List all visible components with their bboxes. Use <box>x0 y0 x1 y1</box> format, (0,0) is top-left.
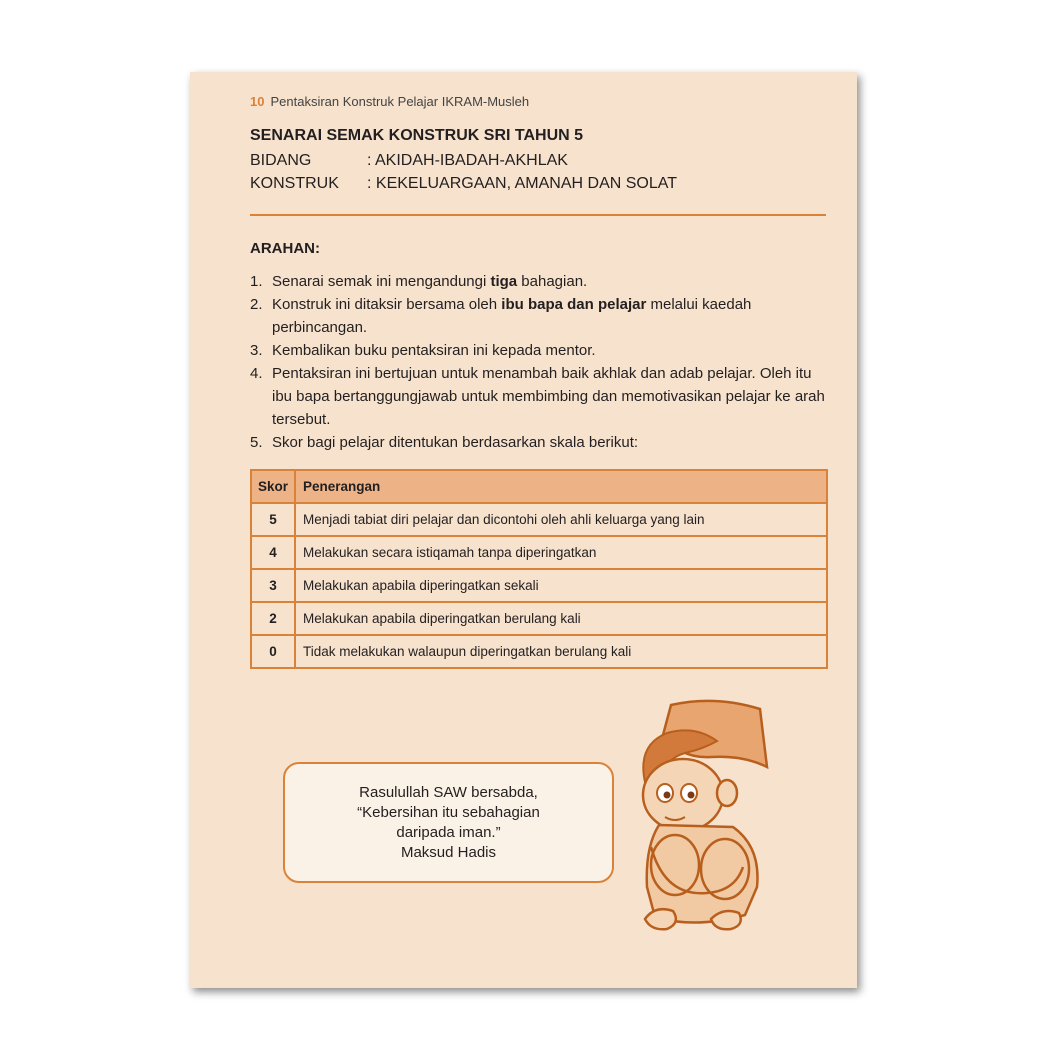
quote-line: “Kebersihan itu sebahagian <box>357 803 540 821</box>
list-item: 1. Senarai semak ini mengandungi tiga bahagian. <box>250 273 588 290</box>
meta-value: : KEKELUARGAAN, AMANAH DAN SOLAT <box>367 175 678 192</box>
hadith-quote-box <box>283 762 614 883</box>
score-cell: 4 <box>251 536 295 569</box>
score-cell: 5 <box>251 503 295 536</box>
list-item: 3. Kembalikan buku pentaksiran ini kepada mentor. <box>250 342 596 359</box>
page-number: 10 <box>250 94 265 109</box>
table-row <box>251 503 827 536</box>
divider <box>250 214 826 216</box>
boy-sitting-icon <box>615 697 785 947</box>
description-cell: Melakukan secara istiqamah tanpa diperingatkan <box>295 536 827 569</box>
col-skor-header: Skor <box>251 470 295 503</box>
table-header-row <box>251 470 827 503</box>
score-cell: 2 <box>251 602 295 635</box>
document-title: SENARAI SEMAK KONSTRUK SRI TAHUN 5 <box>250 127 584 144</box>
description-cell: Menjadi tabiat diri pelajar dan dicontohi oleh ahli keluarga yang lain <box>295 503 827 536</box>
quote-line: daripada iman.” <box>396 823 501 841</box>
score-cell: 0 <box>251 635 295 668</box>
running-header-title: Pentaksiran Konstruk Pelajar IKRAM-Musleh <box>270 94 530 109</box>
running-header <box>250 94 529 109</box>
meta-konstruk <box>250 175 677 193</box>
table-row <box>251 569 827 602</box>
list-item: 5. Skor bagi pelajar ditentukan berdasarkan skala berikut: <box>250 434 639 451</box>
description-cell: Melakukan apabila diperingatkan berulang kali <box>295 602 827 635</box>
meta-value: : AKIDAH-IBADAH-AKHLAK <box>367 152 568 169</box>
col-penerangan-header: Penerangan <box>295 470 827 503</box>
arahan-heading: ARAHAN: <box>250 240 320 257</box>
quote-line: Rasulullah SAW bersabda, <box>359 783 538 801</box>
instruction-list <box>250 270 830 454</box>
table-row <box>251 602 827 635</box>
meta-key: KONSTRUK <box>250 175 339 192</box>
description-cell: Tidak melakukan walaupun diperingatkan berulang kali <box>295 635 827 668</box>
table-row <box>251 536 827 569</box>
meta-key: BIDANG <box>250 152 312 169</box>
list-item: 4. Pentaksiran ini bertujuan untuk menambah baik akhlak dan adab pelajar. Oleh itu ibu bapa bertanggungjawab untuk membimbing dan memotivasikan pelajar ke arah tersebut. <box>250 365 825 428</box>
score-table <box>250 469 828 669</box>
meta-bidang <box>250 152 568 170</box>
score-cell: 3 <box>251 569 295 602</box>
list-item: 2. Konstruk ini ditaksir bersama oleh ibu bapa dan pelajar melalui kaedah perbincangan. <box>250 296 752 336</box>
table-row <box>251 635 827 668</box>
page <box>190 72 857 988</box>
quote-source: Maksud Hadis <box>400 843 497 861</box>
description-cell: Melakukan apabila diperingatkan sekali <box>295 569 827 602</box>
